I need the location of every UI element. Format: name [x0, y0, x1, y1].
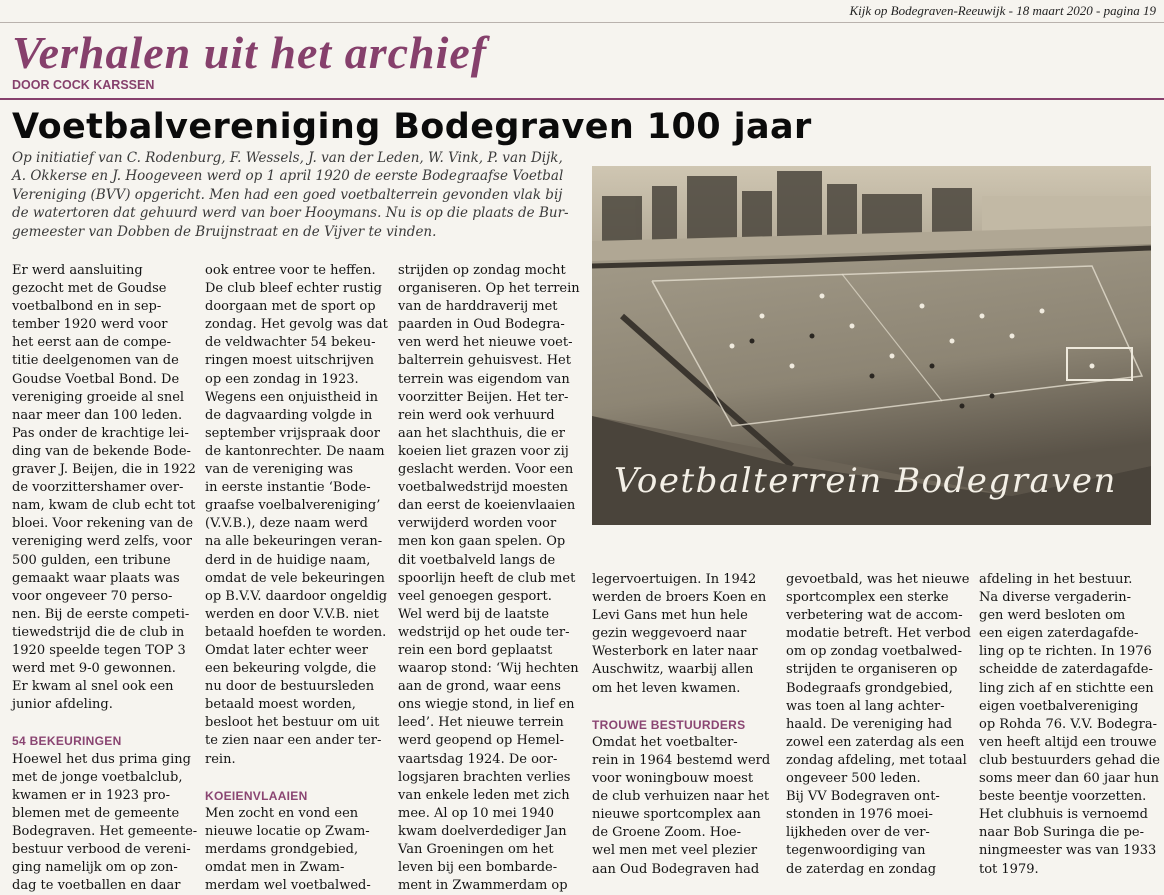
column-text-line: bestuur verbood de vereni-: [12, 842, 191, 857]
column-text-line: sportcomplex een sterke: [786, 590, 949, 606]
column-text-line: Bodegraven. Het gemeente-: [12, 823, 198, 839]
column-text-line: Men zocht en vond een: [205, 805, 359, 821]
section-divider: [0, 98, 1164, 100]
column-text-line: ven werd het nieuwe voet-: [398, 335, 573, 351]
column-text-line: kwamen er in 1923 pro-: [12, 787, 170, 803]
column-subheading: KOEIENVLAAIEN: [205, 788, 308, 803]
column-text-line: 1920 speelde tegen TOP 3: [12, 642, 186, 658]
column-text-line: stonden in 1976 moei-: [786, 807, 933, 823]
column-text-line: paarden in Oud Bodegra-: [398, 317, 565, 333]
column-text-line: een bekeuring volgde, die: [205, 661, 377, 677]
column-text-line: zondag afdeling, met totaal: [786, 752, 967, 768]
column-text-line: logsjaren brachten verlies: [398, 769, 571, 785]
column-text-line: Levi Gans met hun hele: [592, 608, 748, 624]
column-text-line: tot 1979.: [979, 861, 1039, 877]
column-text-line: mee. Al op 10 mei 1940: [398, 805, 555, 821]
column-text-line: Bij VV Bodegraven ont-: [786, 789, 940, 805]
column-text-line: Bodegraafs grondgebied,: [786, 680, 953, 696]
section-title: Verhalen uit het archief: [12, 27, 488, 78]
column-text-line: aan Oud Bodegraven had: [592, 861, 760, 877]
column-text-line: balterrein gehuisvest. Het: [398, 353, 571, 369]
column-text-line: gezocht met de Goudse: [12, 281, 167, 297]
column-text-line: organiseren. Op het terrein: [398, 281, 580, 297]
column-text-line: spoorlijn heeft de club met: [398, 570, 576, 586]
column-text-line: voor ongeveer 70 perso-: [12, 588, 173, 604]
column-text-line: tember 1920 werd voor: [12, 317, 168, 333]
intro-line: Vereniging (BVV) opgericht. Men had een goed voetbalterrein gevonden vlak bij: [12, 186, 563, 203]
article-column-1: [12, 262, 197, 895]
column-text-line: dan eerst de koeienvlaaien: [398, 498, 576, 514]
column-text-line: ven heeft altijd een trouwe: [979, 734, 1157, 750]
photo-caption: Voetbalterrein Bodegraven: [614, 461, 1117, 501]
column-text-line: de voorzittershamer over-: [12, 480, 184, 496]
column-text-line: nen. Bij de eerste competi-: [12, 606, 190, 622]
column-text-line: club bestuurders gehad die: [979, 752, 1160, 768]
article-column-3: [398, 262, 580, 895]
column-text-line: op B.V.V. daardoor ongeldig: [205, 588, 388, 604]
column-text-line: met de jonge voetbalclub,: [12, 769, 183, 785]
column-text-line: Auschwitz, waarbij allen: [592, 662, 754, 678]
column-text-line: ling op te richten. In 1976: [979, 644, 1152, 660]
column-text-line: september vrijspraak door: [205, 425, 380, 441]
column-text-line: nam, kwam de club echt tot: [12, 498, 196, 514]
column-text-line: besloot het bestuur om uit: [205, 715, 380, 731]
column-text-line: de dagvaarding volgde in: [205, 407, 373, 423]
column-text-line: vaartsdag 1924. De oor-: [398, 751, 558, 767]
column-text-line: Pas onder de krachtige lei-: [12, 425, 189, 441]
column-text-line: te zien naar een ander ter-: [205, 733, 382, 749]
column-text-line: ment in Zwammerdam op: [398, 878, 568, 894]
column-text-line: tiewedstrijd die de club in: [12, 624, 185, 640]
column-text-line: gevoetbald, was het nieuwe: [786, 572, 970, 587]
column-text-line: rein een bord geplaatst: [398, 642, 553, 658]
column-text-line: [205, 769, 388, 787]
column-text-line: de kantonrechter. De naam: [205, 443, 385, 459]
column-text-line: men kon gaan spelen. Op: [398, 534, 566, 550]
column-text-line: verbetering wat de accom-: [786, 608, 963, 624]
column-text-line: beste beentje voorzetten.: [979, 789, 1147, 805]
column-text-line: dit voetbalveld langs de: [398, 552, 556, 568]
column-text-line: voorzitter Beijen. Het ter-: [398, 389, 569, 405]
column-text-line: nu door de bestuursleden: [205, 679, 375, 695]
publication-header: Kijk op Bodegraven-Reeuwijk - 18 maart 2020 - pagina 19: [849, 3, 1156, 18]
column-text-line: merdam wel voetbalwed-: [205, 878, 371, 894]
column-text-line: derd in de huidige naam,: [205, 552, 371, 568]
intro-line: A. Okkerse en J. Hoogeveen werd op 1 april 1920 de eerste Bodegraafse Voetbal: [12, 168, 564, 185]
column-text-line: Omdat later echter weer: [205, 642, 368, 658]
column-text-line: koeien liet grazen voor zij: [398, 443, 569, 459]
column-text-line: dag te voetballen en daar: [12, 878, 181, 894]
article-column-2: [205, 262, 388, 895]
column-text-line: De club bleef echter rustig: [205, 281, 382, 297]
intro-line: de watertoren dat gehuurd werd van boer Hooymans. Nu is op die plaats de Bur-: [12, 205, 569, 222]
column-text-line: [592, 698, 770, 716]
column-text-line: afdeling in het bestuur.: [979, 572, 1133, 587]
column-subheading: TROUWE BESTUURDERS: [592, 717, 746, 732]
column-text-line: in eerste instantie ‘Bode-: [205, 480, 371, 496]
column-text-line: de Groene Zoom. Hoe-: [592, 825, 741, 841]
column-text-line: om het leven kwamen.: [592, 680, 741, 696]
column-text-line: was toen al lang achter-: [786, 698, 945, 714]
column-text-line: werden en door V.V.B. niet: [205, 606, 379, 622]
column-text-line: (V.V.B.), deze naam werd: [205, 516, 368, 532]
column-text-line: aan het slachthuis, die er: [398, 425, 565, 441]
column-text-line: waarop stond: ‘Wij hechten: [398, 661, 579, 677]
column-text-line: de club verhuizen naar het: [592, 789, 770, 805]
column-text-line: de zaterdag en zondag: [786, 861, 937, 877]
column-text-line: zowel een zaterdag als een: [786, 734, 965, 750]
column-text-line: Hoewel het dus prima ging: [12, 751, 191, 767]
column-subheading: 54 BEKEURINGEN: [12, 734, 122, 749]
column-text-line: merdams grondgebied,: [205, 842, 359, 857]
column-text-line: ding van de bekende Bode-: [12, 443, 191, 459]
column-text-line: om op zondag voetbalwed-: [786, 644, 962, 660]
column-text-line: Goudse Voetbal Bond. De: [12, 371, 180, 387]
column-text-line: kwam doelverdediger Jan: [398, 823, 567, 839]
header-divider: [0, 22, 1164, 23]
photo-football-field: [592, 166, 1151, 525]
column-text-line: graver J. Beijen, die in 1922: [12, 462, 196, 478]
column-text-line: leven bij een bombarde-: [398, 860, 558, 876]
column-text-line: Van Groeningen om het: [398, 842, 554, 857]
column-text-line: strijden te organiseren op: [786, 662, 958, 678]
column-text-line: Omdat het voetbalter-: [592, 734, 738, 750]
column-text-line: betaald moest worden,: [205, 697, 356, 713]
column-text-line: nieuwe locatie op Zwam-: [205, 823, 370, 839]
column-text-line: naar Bob Suringa die pe-: [979, 825, 1144, 841]
column-text-line: veel genoegen gesport.: [398, 588, 552, 604]
column-text-line: Er kwam al snel ook een: [12, 679, 174, 695]
column-text-line: ook entree voor te heffen.: [205, 263, 376, 278]
column-text-line: modatie betreft. Het verbod: [786, 626, 971, 642]
column-text-line: wel men met veel plezier: [592, 843, 758, 859]
column-text-line: blemen met de gemeente: [12, 805, 180, 821]
column-text-line: tegenwoordiging van: [786, 843, 926, 859]
intro-line: Op initiatief van C. Rodenburg, F. Wessels, J. van der Leden, W. Vink, P. van Dijk,: [12, 150, 563, 166]
column-text-line: vereniging groeide al snel: [12, 389, 185, 405]
column-text-line: van enkele leden met zich: [398, 787, 570, 803]
column-text-line: junior afdeling.: [12, 697, 113, 713]
column-text-line: betaald hoefden te worden.: [205, 624, 387, 640]
column-text-line: rein in 1964 bestemd werd: [592, 752, 771, 768]
column-text-line: werden de broers Koen en: [592, 590, 767, 606]
column-text-line: ongeveer 500 leden.: [786, 771, 921, 787]
column-text-line: lijkheden over de ver-: [786, 825, 930, 841]
column-text-line: Wel werd bij de laatste: [398, 606, 550, 622]
article-column-5: [786, 571, 971, 879]
column-text-line: aan de grond, waar eens: [398, 679, 561, 695]
column-text-line: rein werd ook verhuurd: [398, 407, 555, 423]
column-text-line: voor woningbouw moest: [592, 771, 754, 787]
column-text-line: een eigen zaterdagafde-: [979, 626, 1139, 642]
column-text-line: gemaakt waar plaats was: [12, 570, 180, 586]
column-text-line: verwijderd worden voor: [398, 516, 557, 532]
column-text-line: Westerbork en later naar: [592, 644, 758, 660]
column-text-line: scheidde de zaterdagafde-: [979, 662, 1153, 678]
column-text-line: ging namelijk om op zon-: [12, 860, 178, 876]
article-intro: [12, 149, 590, 241]
column-text-line: de veldwachter 54 bekeu-: [205, 335, 376, 351]
intro-line: gemeester van Dobben de Bruijnstraat en de Vijver te vinden.: [12, 223, 437, 240]
column-text-line: legervoertuigen. In 1942: [592, 572, 757, 587]
column-text-line: gezin weggevoerd naar: [592, 626, 747, 642]
column-text-line: titie deelgenomen van de: [12, 353, 179, 369]
column-text-line: het eerst aan de compe-: [12, 335, 172, 351]
column-text-line: van de vereniging was: [205, 462, 354, 478]
column-text-line: werd geopend op Hemel-: [398, 733, 565, 749]
column-text-line: geslacht werden. Voor een: [398, 462, 574, 478]
column-text-line: na alle bekeuringen veran-: [205, 534, 383, 550]
column-text-line: vereniging werd zelfs, voor: [12, 534, 192, 550]
column-text-line: van de harddraverij met: [398, 299, 558, 315]
article-column-6: [979, 571, 1160, 879]
column-text-line: haald. De vereniging had: [786, 716, 953, 732]
column-text-line: naar meer dan 100 leden.: [12, 407, 183, 423]
column-text-line: eigen voetbalvereniging: [979, 698, 1139, 714]
column-text-line: rein.: [205, 751, 236, 767]
column-text-line: graafse voelbalvereniging’: [205, 498, 381, 514]
column-text-line: voetbalwedstrijd moesten: [398, 480, 569, 496]
article-column-4: [592, 571, 770, 879]
column-text-line: ons wiegje stond, in lief en: [398, 697, 575, 713]
column-text-line: doorgaan met de sport op: [205, 299, 376, 315]
column-text-line: soms meer dan 60 jaar hun: [979, 771, 1159, 787]
column-text-line: op Rohda 76. V.V. Bodegra-: [979, 716, 1157, 732]
column-text-line: omdat men in Zwam-: [205, 860, 345, 876]
article-headline: Voetbalvereniging Bodegraven 100 jaar: [12, 107, 812, 147]
column-text-line: nieuwe sportcomplex aan: [592, 807, 761, 823]
column-text-line: omdat de vele bekeuringen: [205, 570, 385, 586]
column-text-line: bloei. Voor rekening van de: [12, 516, 194, 532]
column-text-line: strijden op zondag mocht: [398, 263, 566, 278]
column-text-line: terrein was eigendom van: [398, 371, 570, 387]
column-text-line: leed’. Het nieuwe terrein: [398, 715, 564, 731]
column-text-line: 500 gulden, een tribune: [12, 552, 171, 568]
column-text-line: op een zondag in 1923.: [205, 371, 359, 387]
column-text-line: ling zich af en stichtte een: [979, 680, 1154, 696]
column-text-line: [12, 714, 197, 732]
byline: DOOR COCK KARSSEN: [12, 78, 155, 92]
column-text-line: ningmeester was van 1933: [979, 843, 1157, 859]
column-text-line: Er werd aansluiting: [12, 263, 143, 278]
column-text-line: Het clubhuis is vernoemd: [979, 807, 1148, 823]
column-text-line: Na diverse vergaderin-: [979, 590, 1131, 606]
column-text-line: wedstrijd op het oude ter-: [398, 624, 570, 640]
column-text-line: gen werd besloten om: [979, 608, 1126, 624]
column-text-line: Wegens een onjuistheid in: [205, 389, 378, 405]
column-text-line: ringen moest uitschrijven: [205, 353, 375, 369]
column-text-line: voetbalbond en in sep-: [12, 299, 162, 315]
column-text-line: zondag. Het gevolg was dat: [205, 317, 388, 333]
column-text-line: werd met 9-0 gewonnen.: [12, 661, 176, 677]
